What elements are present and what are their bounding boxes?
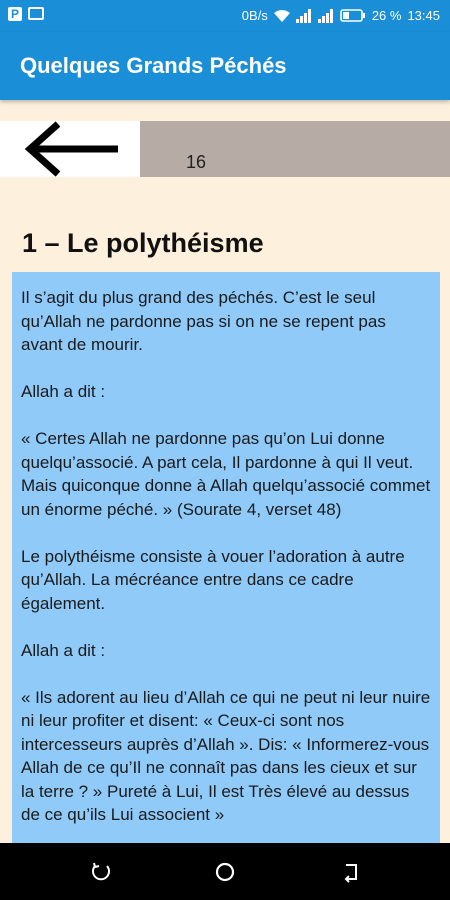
back-button[interactable] [0,121,140,177]
article-body[interactable] [12,272,440,852]
network-speed: 0B/s [241,8,268,23]
arrow-left-icon [0,121,140,177]
system-nav-bar [0,843,450,900]
page-number: 16 [186,152,207,172]
status-bar [0,0,450,32]
clock: 13:45 [407,8,440,23]
wifi-icon [274,9,290,23]
home-icon[interactable] [214,861,236,883]
recent-apps-icon[interactable] [90,861,112,883]
paragraph: « Certes Allah ne pardonne pas qu’on Lui donne quelqu’associé. A part cela, Il pardonne à qui Il veut. Mais quiconque donne à Allah quelqu’associé commet un énorme péché. » (Sourate 4, verset 48) [21,429,431,519]
gallery-notification-icon [28,7,44,20]
app-bar [0,32,450,100]
paragraph: Il s’agit du plus grand des péchés. C’est le seul qu’Allah ne pardonne pas si on ne se repent pas avant de mourir. [21,288,386,354]
notification-p-icon: P [8,7,22,21]
paragraph: « Ils adorent au lieu d’Allah ce qui ne peut ni leur nuire ni leur profiter et disent: « Ceux-ci sont nos intercesseurs auprès d’Allah ». Dis: « Informerez-vous Allah de ce qu’Il ne connaît pas dans les cieux et sur la terre ? » Pureté à Lui, Il est Très élevé au dessus de ce qu’ils Lui associent » [21,687,431,824]
signal-icon-2 [318,9,334,23]
signal-icon-1 [296,9,312,23]
battery-icon [340,9,366,22]
paragraph: Allah a dit : [21,640,106,660]
paragraph: Le polythéisme consiste à vouer l’adoration à autre qu’Allah. La mécréance entre dans ce cadre également. [21,546,405,613]
paragraph: Allah a dit : [21,382,106,401]
app-title: Quelques Grands Péchés [20,53,287,78]
page-navigation [0,121,450,177]
battery-percent: 26 % [371,8,402,23]
back-nav-icon[interactable] [340,861,362,883]
article-title: 1 – Le polythéisme [22,228,264,258]
